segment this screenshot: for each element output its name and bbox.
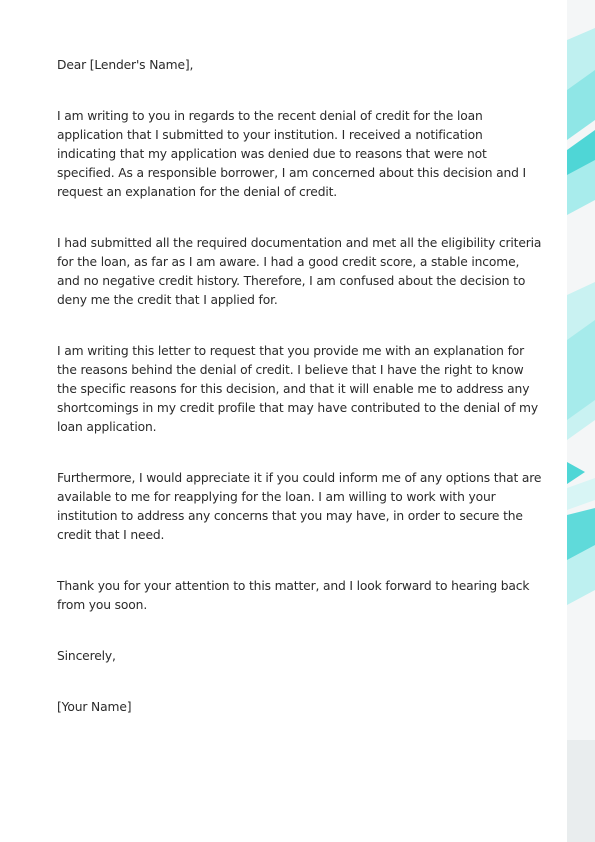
letter-closing: Sincerely, <box>57 649 116 663</box>
letter-signature: [Your Name] <box>57 700 132 714</box>
letter-greeting: Dear [Lender's Name], <box>57 58 194 72</box>
decorative-side-border <box>567 0 595 842</box>
letter-paragraph-4: Furthermore, I would appreciate it if you could inform me of any options that are available to me for reapplying for the loan. I am willing to work with your institution to address any concerns that you may have, in order to secure the credit that I need. <box>57 471 542 542</box>
letter-body <box>57 56 544 749</box>
letter-paragraph-5: Thank you for your attention to this matter, and I look forward to hearing back from you soon. <box>57 579 530 612</box>
letter-paragraph-3: I am writing this letter to request that you provide me with an explanation for the reasons behind the denial of credit. I believe that I have the right to know the specific reasons for this decision, and that it will enable me to address any shortcomings in my credit profile that may have contributed to the denial of my loan application. <box>57 344 538 434</box>
letter-paragraph-2: I had submitted all the required documentation and met all the eligibility criteria for the loan, as far as I am aware. I had a good credit score, a stable income, and no negative credit history. Therefore, I am confused about the decision to deny me the credit that I applied for. <box>57 236 542 307</box>
letter-paragraph-1: I am writing to you in regards to the recent denial of credit for the loan application that I submitted to your institution. I received a notification indicating that my application was denied due to reasons that were not specified. As a responsible borrower, I am concerned about this decision and I request an explanation for the denial of credit. <box>57 109 527 199</box>
